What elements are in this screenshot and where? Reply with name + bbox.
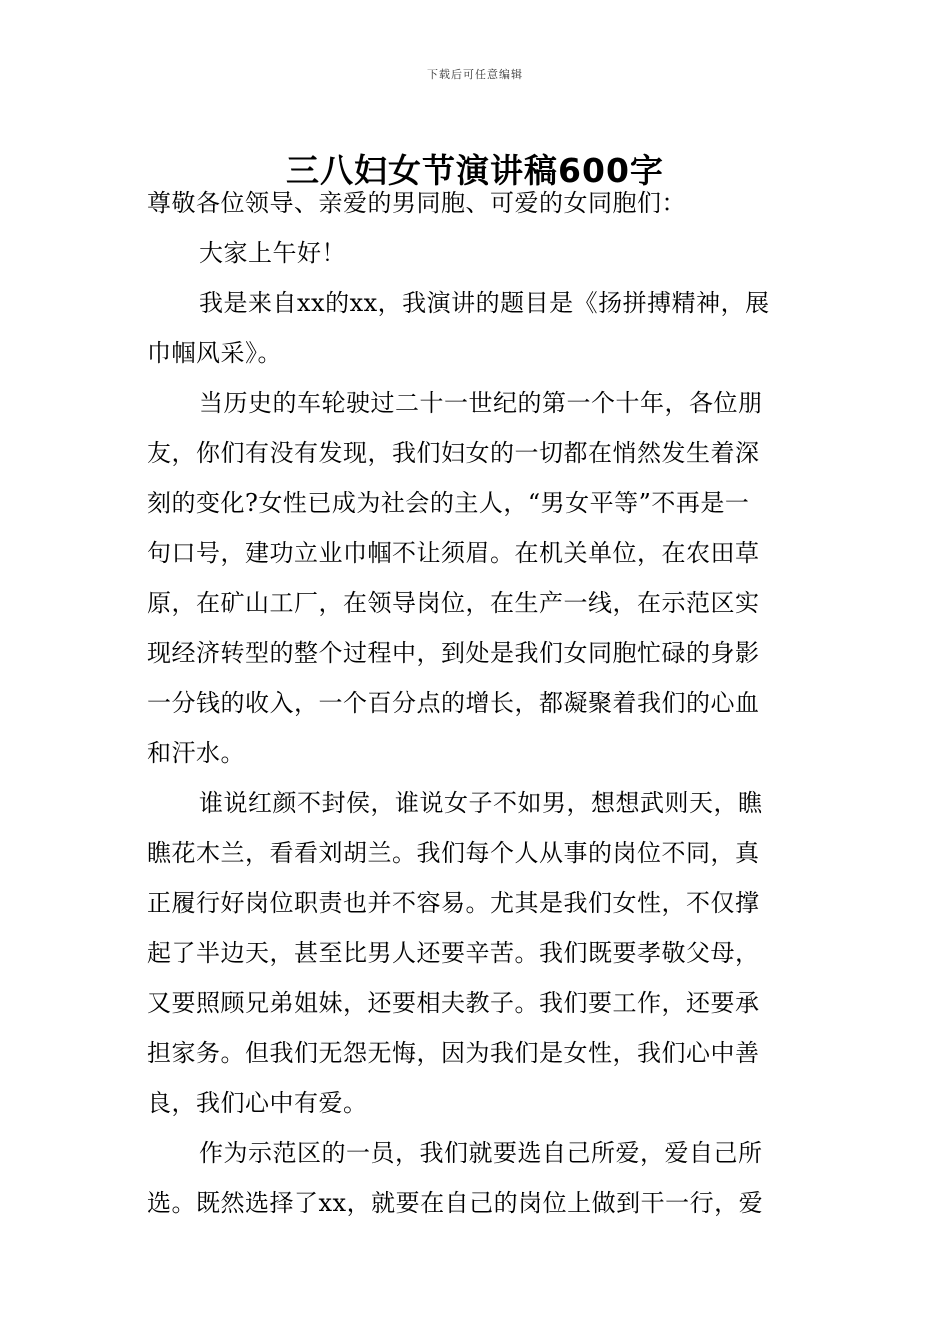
paragraph-history <box>147 378 807 778</box>
paragraph-greeting <box>147 228 807 278</box>
document-title: 三八妇女节演讲稿600字 <box>286 151 664 191</box>
paragraph-commitment <box>147 1128 807 1228</box>
paragraph-line: 和汗水。 <box>147 739 245 767</box>
paragraph-introduction <box>147 278 807 378</box>
paragraph-women-heroes <box>147 778 807 1128</box>
document-body <box>147 178 807 1228</box>
paragraph-line: 大家上午好！ <box>199 239 346 267</box>
salutation <box>147 178 807 228</box>
paragraph-line: 巾帼风采》。 <box>147 339 282 367</box>
page-header-note: 下载后可任意编辑 <box>427 68 523 81</box>
paragraph-line: 瞧花木兰，看看刘胡兰。我们每个人从事的岗位不同，真 <box>147 839 760 867</box>
paragraph-line: 谁说红颜不封侯，谁说女子不如男，想想武则天，瞧 <box>199 789 763 817</box>
paragraph-line: 一分钱的收入，一个百分点的增长，都凝聚着我们的心血 <box>147 689 760 717</box>
paragraph-line: 选。既然选择了xx，就要在自己的岗位上做到干一行，爱 <box>147 1189 764 1217</box>
paragraph-line: 作为示范区的一员，我们就要选自己所爱，爱自己所 <box>199 1139 763 1167</box>
paragraph-line: 句口号，建功立业巾帼不让须眉。在机关单位，在农田草 <box>147 539 760 567</box>
paragraph-line: 担家务。但我们无怨无悔，因为我们是女性，我们心中善 <box>147 1039 760 1067</box>
paragraph-line: 当历史的车轮驶过二十一世纪的第一个十年，各位朋 <box>199 389 763 417</box>
paragraph-line: 刻的变化?女性已成为社会的主人，“男女平等”不再是一 <box>147 489 750 517</box>
paragraph-line: 正履行好岗位职责也并不容易。尤其是我们女性，不仅撑 <box>147 889 760 917</box>
paragraph-line: 良，我们心中有爱。 <box>147 1089 368 1117</box>
paragraph-line: 我是来自xx的xx，我演讲的题目是《扬拼搏精神，展 <box>199 289 770 317</box>
paragraph-line: 原，在矿山工厂，在领导岗位，在生产一线，在示范区实 <box>147 589 760 617</box>
paragraph-line: 又要照顾兄弟姐妹，还要相夫教子。我们要工作，还要承 <box>147 989 760 1017</box>
paragraph-line: 友，你们有没有发现，我们妇女的一切都在悄然发生着深 <box>147 439 760 467</box>
paragraph-line: 现经济转型的整个过程中，到处是我们女同胞忙碌的身影 <box>147 639 760 667</box>
salutation-line: 尊敬各位领导、亲爱的男同胞、可爱的女同胞们： <box>147 189 686 217</box>
paragraph-line: 起了半边天，甚至比男人还要辛苦。我们既要孝敬父母， <box>147 939 760 967</box>
